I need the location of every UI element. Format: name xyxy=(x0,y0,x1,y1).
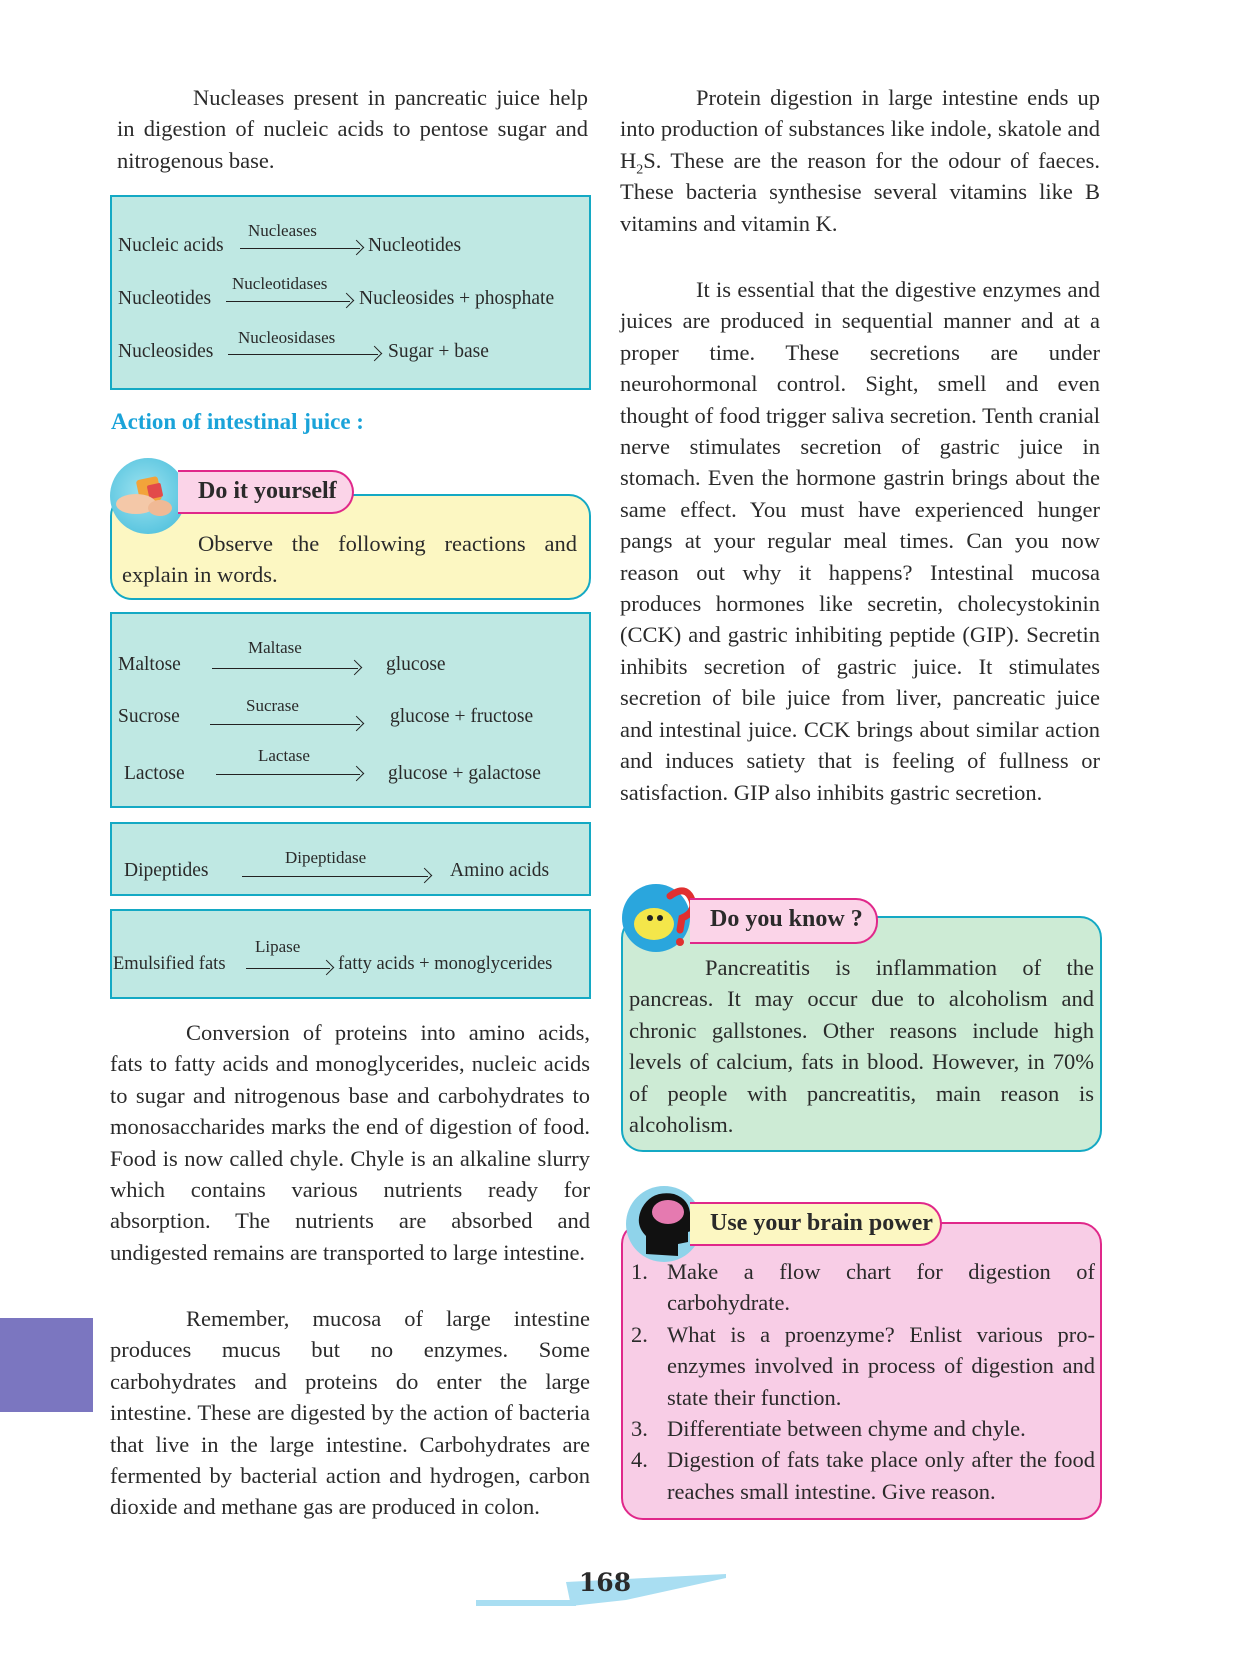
do-it-yourself-title: Do it yourself xyxy=(178,470,354,514)
reaction-product: fatty acids + monoglycerides xyxy=(338,954,553,974)
nucleic-reaction-box xyxy=(110,195,591,390)
reaction-product: glucose + fructose xyxy=(390,706,534,727)
reaction-enzyme: Lipase xyxy=(255,937,301,956)
do-you-know-text: Pancreatitis is inflammation of the pancreas. It may occur due to alcoholism and chronic gallstones. Other reasons include high levels of calcium, fats in blood. However, in 70% of people with pancreatitis, main reason is alcoholism. xyxy=(629,955,1094,1138)
reaction-arrow xyxy=(226,301,350,302)
dipeptide-reaction-box xyxy=(110,822,591,896)
reaction-enzyme: Maltase xyxy=(248,638,302,657)
do-you-know-title: Do you know ? xyxy=(690,898,878,944)
reaction-arrow xyxy=(242,876,428,877)
brain-power-box xyxy=(621,1222,1102,1520)
protein-digestion-paragraph: Protein digestion in large intestine ends up into production of substances like indole, skatole and $H_2S$. These are the reason for the odour of faeces. These bacteria synthesise several vitamins like B vitamins and vitamin K. xyxy=(620,85,1100,236)
list-item: 3. Differentiate between chyme and chyle. xyxy=(631,1416,1026,1442)
reaction-arrow xyxy=(246,968,330,969)
list-item: 1. Make a flow chart for digestion of carbohydrate. xyxy=(631,1259,1095,1316)
page-number: 168 xyxy=(578,1568,632,1597)
intro-paragraph: Nucleases present in pancreatic juice help in digestion of nucleic acids to pentose sugar and nitrogenous base. xyxy=(117,85,588,173)
reaction-arrow xyxy=(212,668,358,669)
reaction-arrow xyxy=(216,774,360,775)
brain-power-list xyxy=(631,1256,1095,1507)
reaction-enzyme: Nucleases xyxy=(248,221,317,240)
list-item: 4. Digestion of fats take place only after the food reaches small intestine. Give reason. xyxy=(631,1447,1095,1504)
reaction-substrate: Dipeptides xyxy=(124,860,209,881)
conversion-paragraph: Conversion of proteins into amino acids, fats to fatty acids and monoglycerides, nucleic acids to sugar and nitrogenous base and carbohydrates to monosaccharides marks the end of digestion of food. Food is now called chyle. Chyle is an alkaline slurry which contains various nutrients ready for absorption. The nutrients are absorbed and undigested remains are transported to large intestine. xyxy=(110,1020,590,1265)
reaction-product: Sugar + base xyxy=(388,341,489,362)
subscript: 2 xyxy=(636,162,644,178)
lipase-reaction-box xyxy=(110,909,591,999)
reaction-substrate: Nucleic acids xyxy=(118,235,224,256)
reaction-substrate: Nucleosides xyxy=(118,341,214,362)
reaction-substrate: Lactose xyxy=(124,763,185,784)
do-it-yourself-icon xyxy=(110,458,186,534)
do-it-yourself-text: Observe the following reactions and explain in words. xyxy=(122,531,577,588)
reaction-enzyme: Dipeptidase xyxy=(285,848,367,867)
reaction-enzyme: Lactase xyxy=(258,746,310,765)
reaction-product: Nucleotides xyxy=(368,235,462,256)
reaction-arrow xyxy=(210,724,360,725)
neurohormonal-paragraph: It is essential that the digestive enzymes and juices are produced in sequential manner and at a proper time. These secretions are under neurohormonal control. Sight, smell and even thought of food trigger saliva secretion. Tenth cranial nerve stimulates secretion of gastric juice in stomach. Even the hormone gastrin brings about the same effect. You must have experienced hunger pangs at your regular meal times. Can you now reason out why it happens? Intestinal mucosa produces hormones like secretin, cholecystokinin (CCK) and gastric inhibiting peptide (GIP). Secretin inhibits secretion of gastric juice. It stimulates secretion of bile juice from liver, pancreatic juice and intestinal juice. CCK brings about similar action and induces satiety that is feeling of fullness or satisfaction. GIP also inhibits gastric secretion. xyxy=(620,277,1100,805)
reaction-arrow xyxy=(228,354,378,355)
reaction-product: glucose xyxy=(386,654,446,675)
carbohydrate-reaction-box xyxy=(110,612,591,808)
reaction-product: Nucleosides + phosphate xyxy=(359,288,555,309)
reaction-substrate: Maltose xyxy=(118,654,181,675)
brain-power-title: Use your brain power xyxy=(690,1202,942,1246)
reaction-arrow xyxy=(240,248,360,249)
reaction-enzyme: Nucleosidases xyxy=(238,328,336,347)
reaction-substrate: Emulsified fats xyxy=(113,954,226,974)
list-item: 2. What is a proenzyme? Enlist various pro-enzymes involved in process of digestion and state their function. xyxy=(631,1321,1095,1410)
reaction-enzyme: Nucleotidases xyxy=(232,274,328,293)
reaction-substrate: Nucleotides xyxy=(118,288,212,309)
reaction-enzyme: Sucrase xyxy=(246,696,299,715)
reaction-product: Amino acids xyxy=(450,860,550,881)
large-intestine-paragraph: Remember, mucosa of large intestine produces mucus but no enzymes. Some carbohydrates and proteins do enter the large intestine. These are digested by the action of bacteria that live in the large intestine. Carbohydrates are fermented by bacterial action and hydrogen, carbon dioxide and methane gas are produced in colon. xyxy=(110,1306,590,1520)
reaction-substrate: Sucrose xyxy=(118,706,180,727)
chapter-side-tab xyxy=(0,1318,93,1412)
reaction-product: glucose + galactose xyxy=(388,763,541,784)
section-heading: Action of intestinal juice : xyxy=(111,409,364,434)
